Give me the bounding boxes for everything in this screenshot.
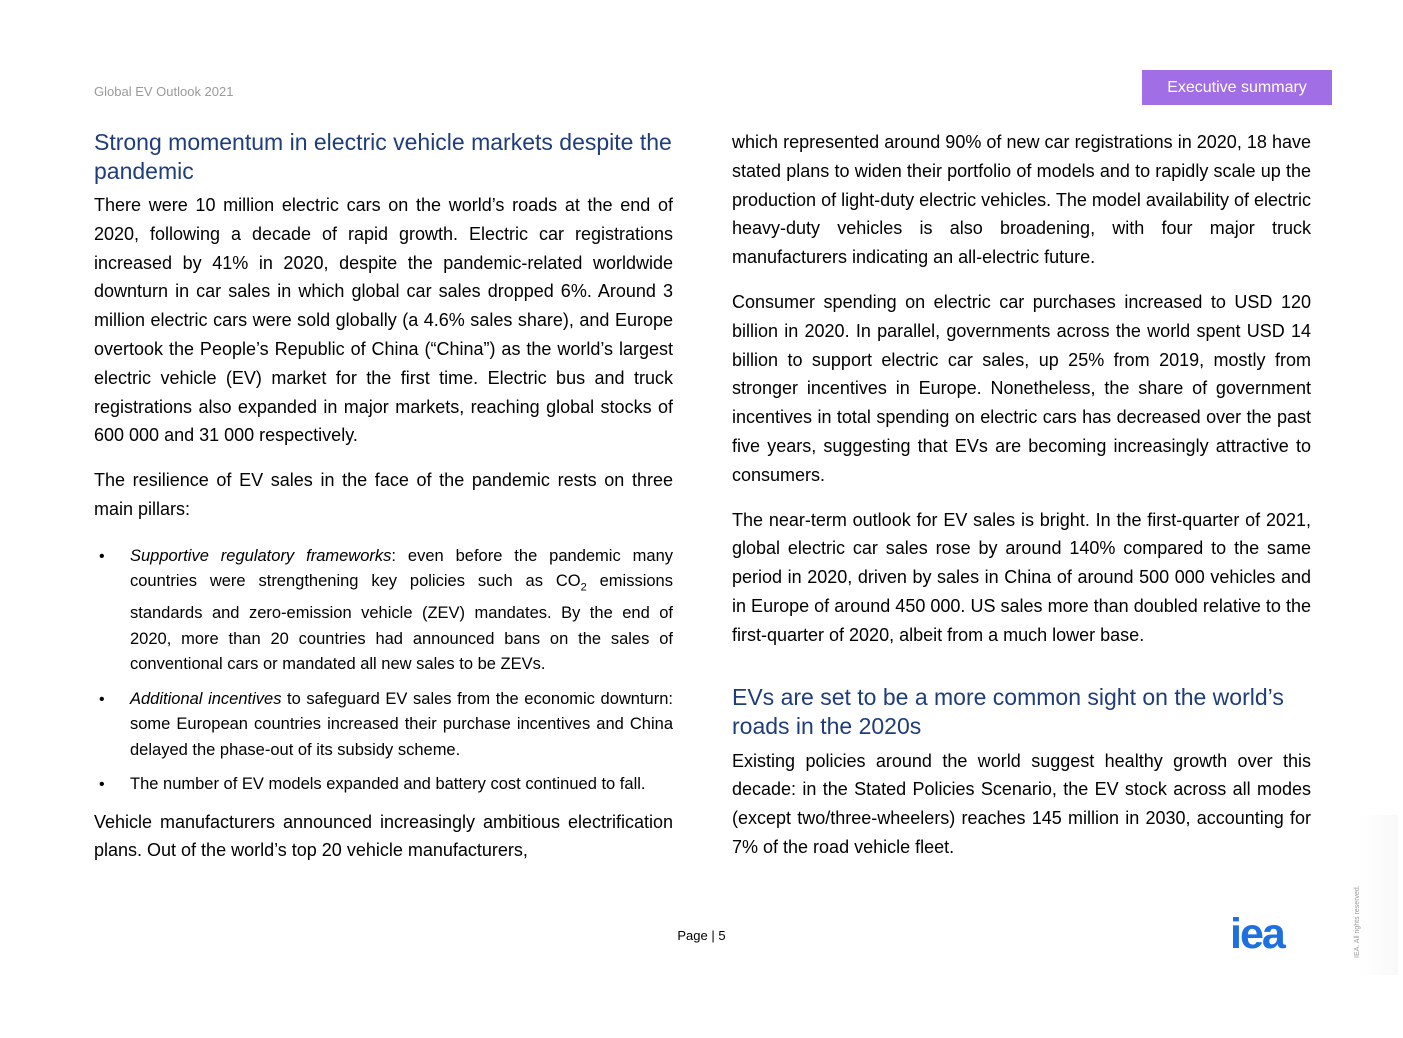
list-item-text: to safeguard EV sales from the economic downturn: some European countries increased their purchase incentives and China delayed the phase-out of its subsidy scheme. bbox=[130, 689, 673, 759]
list-item bbox=[94, 772, 673, 798]
logo-text: iea bbox=[1230, 917, 1284, 953]
list-item bbox=[94, 687, 673, 764]
right-column bbox=[732, 128, 1311, 862]
paragraph: The resilience of EV sales in the face of the pandemic rests on three main pillars: bbox=[94, 470, 673, 519]
section-tag: Executive summary bbox=[1142, 70, 1332, 105]
paragraph: which represented around 90% of new car registrations in 2020, 18 have stated plans to widen their portfolio of models and to rapidly scale up the production of light-duty electric vehicles. The model availability of electric heavy-duty vehicles is also broadening, with four major truck manufacturers indicating an all-electric future. bbox=[732, 132, 1311, 268]
pillar-list bbox=[94, 544, 673, 798]
list-item bbox=[94, 544, 673, 678]
page-number: Page | 5 bbox=[677, 928, 726, 943]
section-heading: EVs are set to be a more common sight on the world’s roads in the 2020s bbox=[732, 683, 1284, 739]
left-column bbox=[94, 128, 673, 865]
list-item-text: emissions standards and zero-emission vehicle (ZEV) mandates. By the end of 2020, more than 20 countries had announced bans on the sales of conventional cars or mandated all new sales to be ZEVs. bbox=[130, 572, 673, 674]
subscript: 2 bbox=[580, 581, 587, 594]
list-item-lead: Additional incentives bbox=[130, 689, 282, 708]
paragraph: Consumer spending on electric car purchases increased to USD 120 billion in 2020. In parallel, governments across the world spent USD 14 billion to support electric car sales, up 25% from 2019, mostly from stronger incentives in Europe. Nonetheless, the share of government incentives in total spending on electric cars has decreased over the past five years, suggesting that EVs are becoming increasingly attractive to consumers. bbox=[732, 291, 1311, 485]
rights-wrap bbox=[1354, 885, 1364, 1038]
list-item-text: : even before the pandemic many countries were strengthening key policies such as CO bbox=[130, 546, 673, 591]
list-item-lead: Supportive regulatory frameworks bbox=[130, 546, 392, 565]
iea-logo-icon bbox=[1230, 917, 1310, 953]
header-title: Global EV Outlook 2021 bbox=[94, 84, 234, 99]
bullet-icon: • bbox=[99, 690, 105, 708]
paragraph: Vehicle manufacturers announced increasingly ambitious electrification plans. Out of the world’s top 20 vehicle manufacturers, bbox=[94, 811, 673, 861]
paragraph: There were 10 million electric cars on the world’s roads at the end of 2020, following a decade of rapid growth. Electric car registrations increased by 41% in 2020, despite the pandemic-related worldwide downturn in car sales in which global car sales dropped 6%. Around 3 million electric cars were sold globally (a 4.6% sales share), and Europe overtook the People’s Republic of China (“China”) as the world’s largest electric vehicle (EV) market for the first time. Electric bus and truck registrations also expanded in major markets, reaching global stocks of 600 000 and 31 000 respectively. bbox=[94, 195, 673, 446]
iea-logo bbox=[1230, 917, 1310, 958]
rights-text: IEA. All rights reserved. bbox=[1354, 885, 1361, 958]
bullet-icon: • bbox=[99, 547, 105, 565]
list-item-text: The number of EV models expanded and battery cost continued to fall. bbox=[130, 775, 646, 794]
paragraph: The near-term outlook for EV sales is bright. In the first-quarter of 2021, global electric car sales rose by around 140% compared to the same period in 2020, driven by sales in China of around 500 000 vehicles and in Europe of around 450 000. US sales more than doubled relative to the first-quarter of 2020, albeit from a much lower base. bbox=[732, 509, 1311, 645]
corner-shade bbox=[1358, 815, 1398, 975]
paragraph: Existing policies around the world suggest healthy growth over this decade: in the Stated Policies Scenario, the EV stock across all modes (except two/three-wheelers) reaches 145 million in 2030, accounting for 7% of the road vehicle fleet. bbox=[732, 750, 1311, 857]
section-heading: Strong momentum in electric vehicle markets despite the pandemic bbox=[94, 129, 672, 184]
bullet-icon: • bbox=[99, 776, 105, 794]
